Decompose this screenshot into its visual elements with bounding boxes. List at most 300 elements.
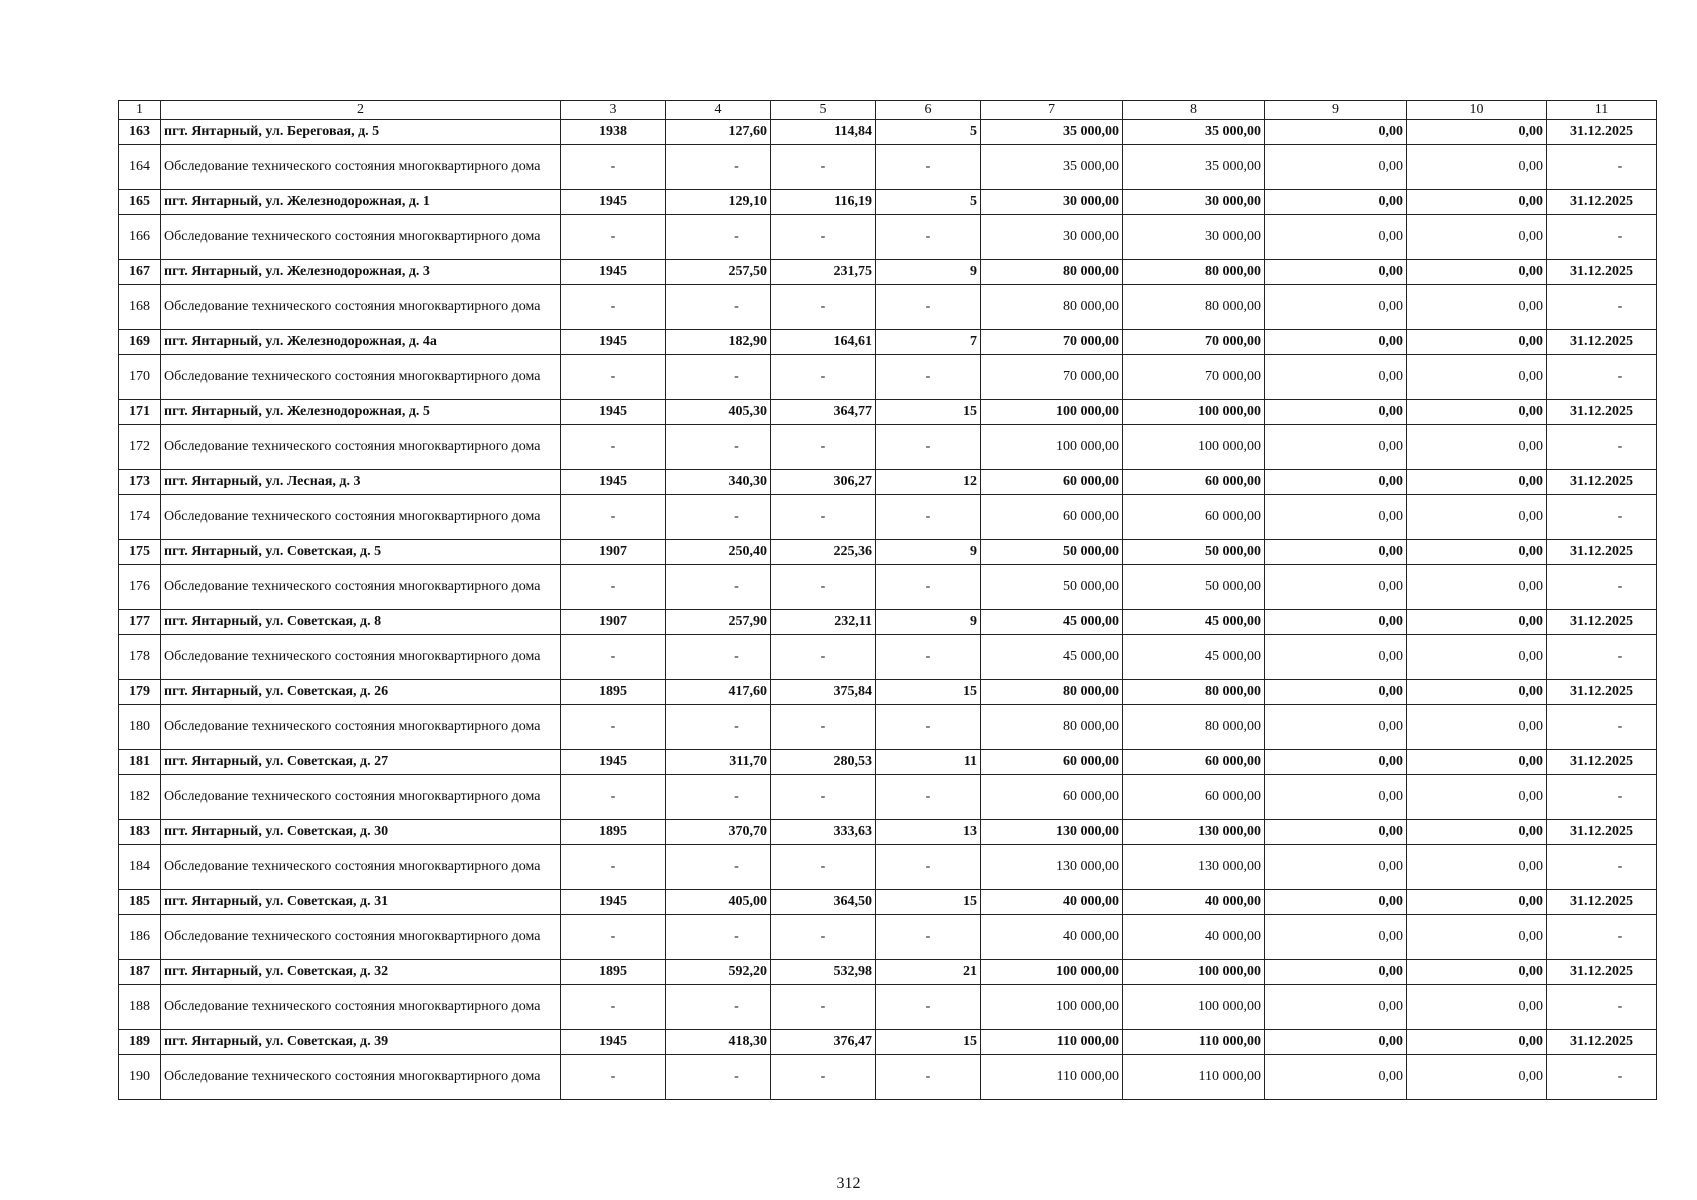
row-number-cell: 180 (119, 705, 161, 750)
cost-budget-cell: 0,00 (1265, 355, 1407, 400)
year-cell: 1945 (561, 890, 666, 915)
deadline-cell: 31.12.2025 (1547, 680, 1657, 705)
row-number-cell: 164 (119, 145, 161, 190)
column-header-5: 5 (771, 101, 876, 120)
area-living-cell: - (771, 145, 876, 190)
cost-budget-cell: 0,00 (1265, 680, 1407, 705)
residents-cell: 9 (876, 610, 981, 635)
cost-total-cell: 50 000,00 (981, 565, 1123, 610)
row-number-cell: 170 (119, 355, 161, 400)
cost-budget-cell: 0,00 (1265, 215, 1407, 260)
residents-cell: - (876, 215, 981, 260)
description-cell: пгт. Янтарный, ул. Железнодорожная, д. 3 (161, 260, 561, 285)
table-row-address (119, 260, 1657, 285)
deadline-cell: 31.12.2025 (1547, 820, 1657, 845)
deadline-cell: 31.12.2025 (1547, 750, 1657, 775)
area-living-cell: - (771, 985, 876, 1030)
year-cell: - (561, 635, 666, 680)
deadline-cell: 31.12.2025 (1547, 1030, 1657, 1055)
cost-owners-cell: 0,00 (1407, 635, 1547, 680)
cost-budget-cell: 0,00 (1265, 610, 1407, 635)
row-number-cell: 183 (119, 820, 161, 845)
cost-fund-cell: 60 000,00 (1123, 750, 1265, 775)
year-cell: - (561, 775, 666, 820)
cost-owners-cell: 0,00 (1407, 1055, 1547, 1100)
area-living-cell: - (771, 565, 876, 610)
area-living-cell: 231,75 (771, 260, 876, 285)
residents-cell: - (876, 285, 981, 330)
residents-cell: - (876, 775, 981, 820)
area-living-cell: - (771, 705, 876, 750)
description-cell: Обследование технического состояния многоквартирного дома (161, 705, 561, 750)
cost-total-cell: 80 000,00 (981, 285, 1123, 330)
cost-budget-cell: 0,00 (1265, 820, 1407, 845)
residents-cell: - (876, 635, 981, 680)
cost-budget-cell: 0,00 (1265, 470, 1407, 495)
cost-owners-cell: 0,00 (1407, 145, 1547, 190)
description-cell: Обследование технического состояния многоквартирного дома (161, 985, 561, 1030)
description-cell: пгт. Янтарный, ул. Лесная, д. 3 (161, 470, 561, 495)
area-total-cell: 340,30 (666, 470, 771, 495)
residents-cell: 9 (876, 540, 981, 565)
area-total-cell: 129,10 (666, 190, 771, 215)
cost-budget-cell: 0,00 (1265, 260, 1407, 285)
row-number-cell: 184 (119, 845, 161, 890)
cost-owners-cell: 0,00 (1407, 845, 1547, 890)
table-row-work (119, 845, 1657, 890)
cost-fund-cell: 45 000,00 (1123, 635, 1265, 680)
deadline-cell: - (1547, 355, 1657, 400)
table-row-work (119, 565, 1657, 610)
cost-total-cell: 110 000,00 (981, 1055, 1123, 1100)
year-cell: - (561, 495, 666, 540)
cost-budget-cell: 0,00 (1265, 120, 1407, 145)
deadline-cell: - (1547, 285, 1657, 330)
cost-total-cell: 110 000,00 (981, 1030, 1123, 1055)
row-number-cell: 166 (119, 215, 161, 260)
area-living-cell: 375,84 (771, 680, 876, 705)
cost-budget-cell: 0,00 (1265, 495, 1407, 540)
table-row-work (119, 985, 1657, 1030)
area-living-cell: - (771, 775, 876, 820)
table-row-work (119, 355, 1657, 400)
description-cell: пгт. Янтарный, ул. Советская, д. 32 (161, 960, 561, 985)
table-row-address (119, 470, 1657, 495)
cost-budget-cell: 0,00 (1265, 775, 1407, 820)
cost-budget-cell: 0,00 (1265, 845, 1407, 890)
row-number-cell: 186 (119, 915, 161, 960)
description-cell: Обследование технического состояния многоквартирного дома (161, 495, 561, 540)
area-total-cell: 311,70 (666, 750, 771, 775)
cost-total-cell: 45 000,00 (981, 610, 1123, 635)
row-number-cell: 167 (119, 260, 161, 285)
year-cell: - (561, 845, 666, 890)
area-living-cell: - (771, 635, 876, 680)
cost-budget-cell: 0,00 (1265, 635, 1407, 680)
table-row-address (119, 120, 1657, 145)
year-cell: - (561, 215, 666, 260)
column-header-6: 6 (876, 101, 981, 120)
description-cell: пгт. Янтарный, ул. Советская, д. 26 (161, 680, 561, 705)
header-row (119, 101, 1657, 120)
table-row-address (119, 960, 1657, 985)
cost-fund-cell: 130 000,00 (1123, 820, 1265, 845)
column-header-4: 4 (666, 101, 771, 120)
cost-owners-cell: 0,00 (1407, 890, 1547, 915)
deadline-cell: 31.12.2025 (1547, 890, 1657, 915)
cost-fund-cell: 100 000,00 (1123, 985, 1265, 1030)
area-total-cell: - (666, 145, 771, 190)
area-total-cell: 418,30 (666, 1030, 771, 1055)
cost-total-cell: 130 000,00 (981, 845, 1123, 890)
area-total-cell: 370,70 (666, 820, 771, 845)
description-cell: пгт. Янтарный, ул. Советская, д. 39 (161, 1030, 561, 1055)
description-cell: Обследование технического состояния многоквартирного дома (161, 565, 561, 610)
row-number-cell: 168 (119, 285, 161, 330)
cost-total-cell: 70 000,00 (981, 355, 1123, 400)
area-total-cell: - (666, 285, 771, 330)
column-header-9: 9 (1265, 101, 1407, 120)
residents-cell: 5 (876, 120, 981, 145)
description-cell: пгт. Янтарный, ул. Железнодорожная, д. 4а (161, 330, 561, 355)
cost-total-cell: 60 000,00 (981, 470, 1123, 495)
row-number-cell: 189 (119, 1030, 161, 1055)
cost-total-cell: 80 000,00 (981, 680, 1123, 705)
cost-fund-cell: 60 000,00 (1123, 775, 1265, 820)
cost-fund-cell: 60 000,00 (1123, 495, 1265, 540)
description-cell: Обследование технического состояния многоквартирного дома (161, 845, 561, 890)
row-number-cell: 174 (119, 495, 161, 540)
description-cell: пгт. Янтарный, ул. Советская, д. 30 (161, 820, 561, 845)
cost-total-cell: 130 000,00 (981, 820, 1123, 845)
area-living-cell: - (771, 845, 876, 890)
deadline-cell: - (1547, 845, 1657, 890)
cost-budget-cell: 0,00 (1265, 565, 1407, 610)
table-row-address (119, 890, 1657, 915)
cost-owners-cell: 0,00 (1407, 565, 1547, 610)
cost-owners-cell: 0,00 (1407, 330, 1547, 355)
area-living-cell: 333,63 (771, 820, 876, 845)
residents-cell: - (876, 985, 981, 1030)
description-cell: Обследование технического состояния многоквартирного дома (161, 215, 561, 260)
cost-budget-cell: 0,00 (1265, 1030, 1407, 1055)
cost-total-cell: 35 000,00 (981, 120, 1123, 145)
area-total-cell: - (666, 1055, 771, 1100)
cost-owners-cell: 0,00 (1407, 355, 1547, 400)
cost-total-cell: 40 000,00 (981, 915, 1123, 960)
row-number-cell: 178 (119, 635, 161, 680)
cost-budget-cell: 0,00 (1265, 425, 1407, 470)
deadline-cell: - (1547, 915, 1657, 960)
cost-fund-cell: 40 000,00 (1123, 915, 1265, 960)
area-living-cell: 225,36 (771, 540, 876, 565)
table-row-address (119, 820, 1657, 845)
cost-budget-cell: 0,00 (1265, 705, 1407, 750)
area-living-cell: 116,19 (771, 190, 876, 215)
year-cell: - (561, 705, 666, 750)
table-row-address (119, 750, 1657, 775)
year-cell: 1945 (561, 190, 666, 215)
residents-cell: - (876, 1055, 981, 1100)
cost-total-cell: 100 000,00 (981, 400, 1123, 425)
row-number-cell: 177 (119, 610, 161, 635)
column-header-8: 8 (1123, 101, 1265, 120)
residents-cell: 13 (876, 820, 981, 845)
residents-cell: 11 (876, 750, 981, 775)
area-living-cell: 532,98 (771, 960, 876, 985)
cost-budget-cell: 0,00 (1265, 890, 1407, 915)
cost-total-cell: 100 000,00 (981, 985, 1123, 1030)
deadline-cell: 31.12.2025 (1547, 960, 1657, 985)
cost-fund-cell: 80 000,00 (1123, 285, 1265, 330)
area-total-cell: - (666, 215, 771, 260)
register-table (118, 100, 1657, 1100)
residents-cell: - (876, 425, 981, 470)
cost-owners-cell: 0,00 (1407, 1030, 1547, 1055)
row-number-cell: 176 (119, 565, 161, 610)
area-total-cell: 417,60 (666, 680, 771, 705)
cost-budget-cell: 0,00 (1265, 960, 1407, 985)
year-cell: - (561, 915, 666, 960)
row-number-cell: 181 (119, 750, 161, 775)
area-total-cell: - (666, 565, 771, 610)
row-number-cell: 187 (119, 960, 161, 985)
table-row-work (119, 775, 1657, 820)
year-cell: 1945 (561, 400, 666, 425)
cost-owners-cell: 0,00 (1407, 260, 1547, 285)
year-cell: 1938 (561, 120, 666, 145)
table-row-address (119, 330, 1657, 355)
cost-owners-cell: 0,00 (1407, 400, 1547, 425)
area-total-cell: - (666, 495, 771, 540)
residents-cell: 12 (876, 470, 981, 495)
column-header-1: 1 (119, 101, 161, 120)
residents-cell: 15 (876, 890, 981, 915)
cost-owners-cell: 0,00 (1407, 540, 1547, 565)
cost-fund-cell: 100 000,00 (1123, 400, 1265, 425)
area-total-cell: 592,20 (666, 960, 771, 985)
table-row-work (119, 285, 1657, 330)
area-total-cell: - (666, 635, 771, 680)
deadline-cell: - (1547, 1055, 1657, 1100)
cost-owners-cell: 0,00 (1407, 705, 1547, 750)
cost-owners-cell: 0,00 (1407, 425, 1547, 470)
cost-total-cell: 100 000,00 (981, 425, 1123, 470)
deadline-cell: 31.12.2025 (1547, 610, 1657, 635)
area-total-cell: - (666, 425, 771, 470)
cost-owners-cell: 0,00 (1407, 915, 1547, 960)
cost-fund-cell: 35 000,00 (1123, 120, 1265, 145)
year-cell: 1907 (561, 610, 666, 635)
description-cell: пгт. Янтарный, ул. Советская, д. 5 (161, 540, 561, 565)
year-cell: 1895 (561, 960, 666, 985)
cost-fund-cell: 80 000,00 (1123, 260, 1265, 285)
residents-cell: 7 (876, 330, 981, 355)
deadline-cell: - (1547, 635, 1657, 680)
cost-budget-cell: 0,00 (1265, 145, 1407, 190)
deadline-cell: - (1547, 145, 1657, 190)
cost-total-cell: 80 000,00 (981, 260, 1123, 285)
table-row-address (119, 540, 1657, 565)
table-row-work (119, 425, 1657, 470)
cost-owners-cell: 0,00 (1407, 960, 1547, 985)
cost-budget-cell: 0,00 (1265, 750, 1407, 775)
cost-total-cell: 70 000,00 (981, 330, 1123, 355)
area-living-cell: 364,50 (771, 890, 876, 915)
table-body (119, 101, 1657, 1100)
deadline-cell: - (1547, 705, 1657, 750)
area-total-cell: 405,30 (666, 400, 771, 425)
table-row-address (119, 400, 1657, 425)
deadline-cell: 31.12.2025 (1547, 120, 1657, 145)
cost-budget-cell: 0,00 (1265, 985, 1407, 1030)
table-row-work (119, 495, 1657, 540)
description-cell: Обследование технического состояния многоквартирного дома (161, 145, 561, 190)
residents-cell: - (876, 705, 981, 750)
deadline-cell: - (1547, 565, 1657, 610)
cost-owners-cell: 0,00 (1407, 215, 1547, 260)
cost-total-cell: 50 000,00 (981, 540, 1123, 565)
deadline-cell: - (1547, 775, 1657, 820)
cost-total-cell: 60 000,00 (981, 750, 1123, 775)
cost-total-cell: 60 000,00 (981, 495, 1123, 540)
cost-owners-cell: 0,00 (1407, 775, 1547, 820)
deadline-cell: - (1547, 425, 1657, 470)
cost-fund-cell: 110 000,00 (1123, 1030, 1265, 1055)
cost-budget-cell: 0,00 (1265, 330, 1407, 355)
row-number-cell: 163 (119, 120, 161, 145)
cost-total-cell: 60 000,00 (981, 775, 1123, 820)
cost-owners-cell: 0,00 (1407, 985, 1547, 1030)
cost-fund-cell: 35 000,00 (1123, 145, 1265, 190)
column-header-7: 7 (981, 101, 1123, 120)
area-living-cell: 376,47 (771, 1030, 876, 1055)
area-living-cell: 364,77 (771, 400, 876, 425)
year-cell: 1945 (561, 260, 666, 285)
table-row-address (119, 680, 1657, 705)
cost-budget-cell: 0,00 (1265, 540, 1407, 565)
area-living-cell: - (771, 1055, 876, 1100)
cost-fund-cell: 50 000,00 (1123, 565, 1265, 610)
area-living-cell: 164,61 (771, 330, 876, 355)
residents-cell: - (876, 565, 981, 610)
residents-cell: 15 (876, 680, 981, 705)
cost-owners-cell: 0,00 (1407, 495, 1547, 540)
description-cell: пгт. Янтарный, ул. Советская, д. 8 (161, 610, 561, 635)
deadline-cell: 31.12.2025 (1547, 470, 1657, 495)
area-living-cell: - (771, 495, 876, 540)
description-cell: Обследование технического состояния многоквартирного дома (161, 285, 561, 330)
cost-owners-cell: 0,00 (1407, 120, 1547, 145)
residents-cell: 15 (876, 400, 981, 425)
area-total-cell: - (666, 355, 771, 400)
cost-fund-cell: 130 000,00 (1123, 845, 1265, 890)
cost-owners-cell: 0,00 (1407, 750, 1547, 775)
area-living-cell: 306,27 (771, 470, 876, 495)
row-number-cell: 169 (119, 330, 161, 355)
residents-cell: - (876, 355, 981, 400)
description-cell: пгт. Янтарный, ул. Железнодорожная, д. 1 (161, 190, 561, 215)
table-row-work (119, 215, 1657, 260)
page-number: 312 (836, 1175, 861, 1192)
area-living-cell: 232,11 (771, 610, 876, 635)
cost-total-cell: 40 000,00 (981, 890, 1123, 915)
row-number-cell: 165 (119, 190, 161, 215)
cost-owners-cell: 0,00 (1407, 285, 1547, 330)
area-total-cell: 405,00 (666, 890, 771, 915)
cost-total-cell: 100 000,00 (981, 960, 1123, 985)
row-number-cell: 179 (119, 680, 161, 705)
area-total-cell: 250,40 (666, 540, 771, 565)
table-row-work (119, 1055, 1657, 1100)
description-cell: пгт. Янтарный, ул. Советская, д. 31 (161, 890, 561, 915)
year-cell: 1895 (561, 820, 666, 845)
year-cell: 1945 (561, 470, 666, 495)
description-cell: пгт. Янтарный, ул. Береговая, д. 5 (161, 120, 561, 145)
table-row-work (119, 705, 1657, 750)
table-row-work (119, 635, 1657, 680)
description-cell: пгт. Янтарный, ул. Советская, д. 27 (161, 750, 561, 775)
area-living-cell: - (771, 425, 876, 470)
cost-total-cell: 80 000,00 (981, 705, 1123, 750)
area-living-cell: 114,84 (771, 120, 876, 145)
cost-owners-cell: 0,00 (1407, 610, 1547, 635)
row-number-cell: 175 (119, 540, 161, 565)
cost-total-cell: 35 000,00 (981, 145, 1123, 190)
year-cell: - (561, 285, 666, 330)
cost-fund-cell: 60 000,00 (1123, 470, 1265, 495)
area-total-cell: - (666, 845, 771, 890)
column-header-10: 10 (1407, 101, 1547, 120)
row-number-cell: 172 (119, 425, 161, 470)
table-row-work (119, 145, 1657, 190)
residents-cell: - (876, 495, 981, 540)
row-number-cell: 173 (119, 470, 161, 495)
area-living-cell: - (771, 915, 876, 960)
year-cell: 1945 (561, 750, 666, 775)
description-cell: Обследование технического состояния многоквартирного дома (161, 915, 561, 960)
description-cell: Обследование технического состояния многоквартирного дома (161, 1055, 561, 1100)
area-total-cell: - (666, 985, 771, 1030)
year-cell: - (561, 425, 666, 470)
cost-fund-cell: 40 000,00 (1123, 890, 1265, 915)
area-total-cell: 257,50 (666, 260, 771, 285)
cost-fund-cell: 100 000,00 (1123, 960, 1265, 985)
cost-budget-cell: 0,00 (1265, 400, 1407, 425)
cost-total-cell: 30 000,00 (981, 215, 1123, 260)
cost-fund-cell: 110 000,00 (1123, 1055, 1265, 1100)
cost-total-cell: 30 000,00 (981, 190, 1123, 215)
cost-total-cell: 45 000,00 (981, 635, 1123, 680)
cost-budget-cell: 0,00 (1265, 285, 1407, 330)
area-total-cell: - (666, 915, 771, 960)
cost-owners-cell: 0,00 (1407, 190, 1547, 215)
row-number-cell: 185 (119, 890, 161, 915)
deadline-cell: 31.12.2025 (1547, 330, 1657, 355)
deadline-cell: - (1547, 495, 1657, 540)
year-cell: - (561, 565, 666, 610)
row-number-cell: 190 (119, 1055, 161, 1100)
year-cell: - (561, 1055, 666, 1100)
column-header-2: 2 (161, 101, 561, 120)
deadline-cell: - (1547, 985, 1657, 1030)
row-number-cell: 188 (119, 985, 161, 1030)
residents-cell: 15 (876, 1030, 981, 1055)
row-number-cell: 171 (119, 400, 161, 425)
year-cell: - (561, 355, 666, 400)
year-cell: 1945 (561, 330, 666, 355)
area-total-cell: - (666, 775, 771, 820)
